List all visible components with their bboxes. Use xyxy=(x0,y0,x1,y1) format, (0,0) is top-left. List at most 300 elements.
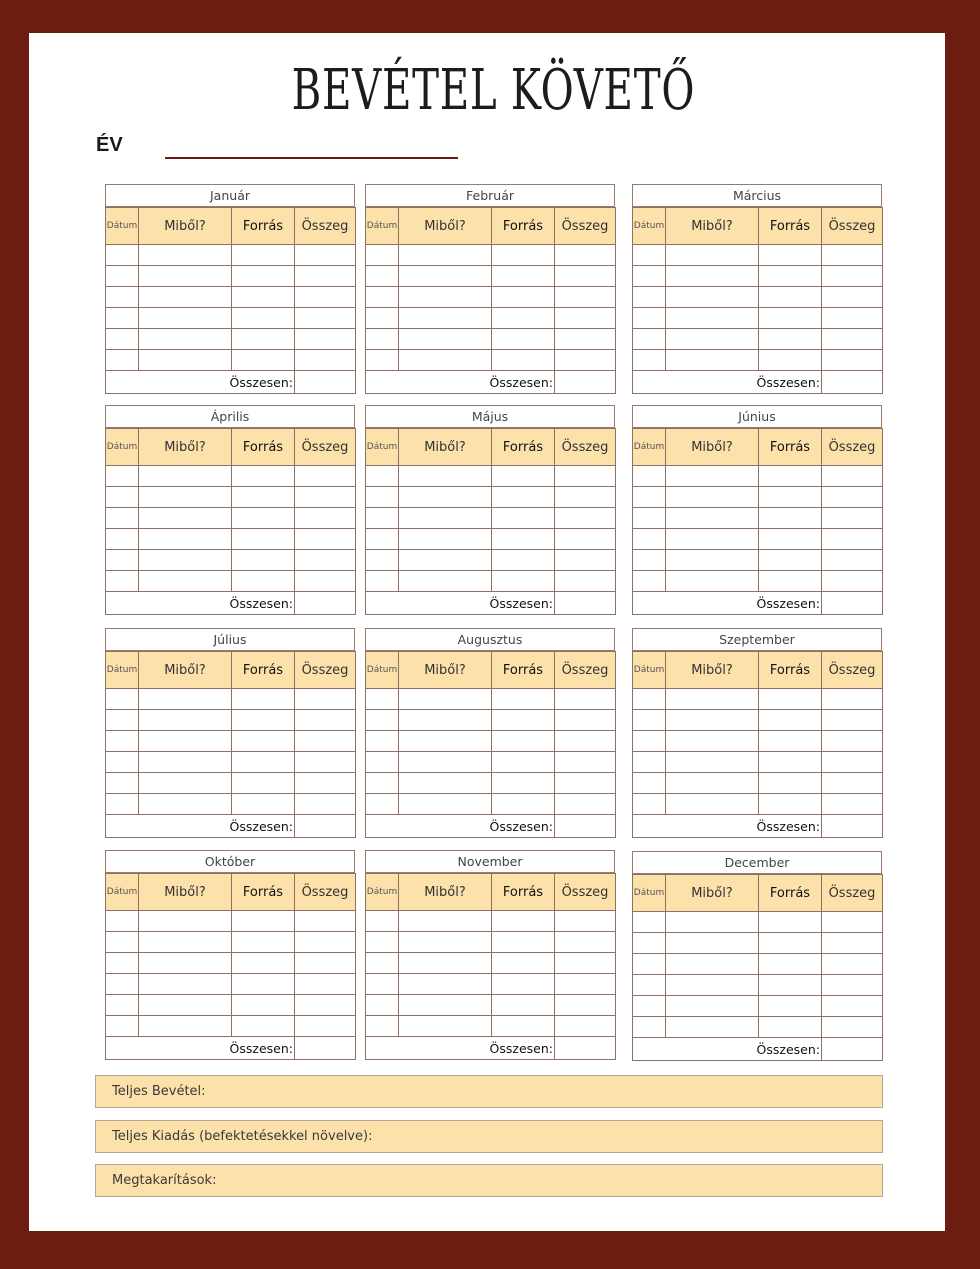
entry-cell[interactable] xyxy=(366,466,399,487)
entry-cell[interactable] xyxy=(759,752,822,773)
entry-cell[interactable] xyxy=(759,975,822,996)
entry-cell[interactable] xyxy=(106,508,139,529)
entry-cell[interactable] xyxy=(139,773,232,794)
entry-cell[interactable] xyxy=(666,710,759,731)
entry-cell[interactable] xyxy=(295,466,356,487)
entry-cell[interactable] xyxy=(633,752,666,773)
entry-cell[interactable] xyxy=(492,245,555,266)
entry-cell[interactable] xyxy=(106,329,139,350)
entry-cell[interactable] xyxy=(106,466,139,487)
entry-cell[interactable] xyxy=(399,689,492,710)
entry-cell[interactable] xyxy=(822,550,883,571)
entry-cell[interactable] xyxy=(633,508,666,529)
entry-cell[interactable] xyxy=(295,550,356,571)
entry-cell[interactable] xyxy=(822,466,883,487)
entry-cell[interactable] xyxy=(555,932,616,953)
entry-cell[interactable] xyxy=(139,308,232,329)
entry-cell[interactable] xyxy=(492,794,555,815)
entry-cell[interactable] xyxy=(492,550,555,571)
entry-cell[interactable] xyxy=(633,773,666,794)
entry-cell[interactable] xyxy=(106,350,139,371)
entry-cell[interactable] xyxy=(822,773,883,794)
entry-cell[interactable] xyxy=(666,794,759,815)
entry-cell[interactable] xyxy=(633,329,666,350)
entry-cell[interactable] xyxy=(822,752,883,773)
entry-cell[interactable] xyxy=(295,308,356,329)
entry-cell[interactable] xyxy=(492,953,555,974)
entry-cell[interactable] xyxy=(666,912,759,933)
entry-cell[interactable] xyxy=(295,350,356,371)
entry-cell[interactable] xyxy=(399,752,492,773)
entry-cell[interactable] xyxy=(759,287,822,308)
entry-cell[interactable] xyxy=(399,731,492,752)
entry-cell[interactable] xyxy=(295,266,356,287)
total-value-cell[interactable] xyxy=(822,1038,883,1061)
entry-cell[interactable] xyxy=(106,550,139,571)
entry-cell[interactable] xyxy=(139,350,232,371)
entry-cell[interactable] xyxy=(492,773,555,794)
entry-cell[interactable] xyxy=(232,529,295,550)
entry-cell[interactable] xyxy=(822,308,883,329)
entry-cell[interactable] xyxy=(366,266,399,287)
entry-cell[interactable] xyxy=(555,752,616,773)
entry-cell[interactable] xyxy=(366,731,399,752)
entry-cell[interactable] xyxy=(232,329,295,350)
entry-cell[interactable] xyxy=(399,710,492,731)
entry-cell[interactable] xyxy=(106,487,139,508)
entry-cell[interactable] xyxy=(492,995,555,1016)
entry-cell[interactable] xyxy=(106,752,139,773)
entry-cell[interactable] xyxy=(633,550,666,571)
entry-cell[interactable] xyxy=(555,287,616,308)
entry-cell[interactable] xyxy=(106,794,139,815)
entry-cell[interactable] xyxy=(232,710,295,731)
entry-cell[interactable] xyxy=(106,571,139,592)
entry-cell[interactable] xyxy=(666,287,759,308)
entry-cell[interactable] xyxy=(555,974,616,995)
entry-cell[interactable] xyxy=(139,266,232,287)
entry-cell[interactable] xyxy=(295,911,356,932)
entry-cell[interactable] xyxy=(295,689,356,710)
entry-cell[interactable] xyxy=(759,1017,822,1038)
entry-cell[interactable] xyxy=(366,932,399,953)
entry-cell[interactable] xyxy=(666,933,759,954)
entry-cell[interactable] xyxy=(666,752,759,773)
entry-cell[interactable] xyxy=(555,466,616,487)
entry-cell[interactable] xyxy=(822,508,883,529)
entry-cell[interactable] xyxy=(399,350,492,371)
entry-cell[interactable] xyxy=(399,466,492,487)
entry-cell[interactable] xyxy=(106,932,139,953)
entry-cell[interactable] xyxy=(633,308,666,329)
entry-cell[interactable] xyxy=(492,508,555,529)
entry-cell[interactable] xyxy=(295,245,356,266)
entry-cell[interactable] xyxy=(555,329,616,350)
entry-cell[interactable] xyxy=(759,710,822,731)
entry-cell[interactable] xyxy=(232,794,295,815)
entry-cell[interactable] xyxy=(492,1016,555,1037)
entry-cell[interactable] xyxy=(366,710,399,731)
entry-cell[interactable] xyxy=(399,308,492,329)
entry-cell[interactable] xyxy=(555,350,616,371)
entry-cell[interactable] xyxy=(666,350,759,371)
entry-cell[interactable] xyxy=(633,689,666,710)
entry-cell[interactable] xyxy=(759,954,822,975)
entry-cell[interactable] xyxy=(666,308,759,329)
entry-cell[interactable] xyxy=(666,571,759,592)
entry-cell[interactable] xyxy=(822,1017,883,1038)
entry-cell[interactable] xyxy=(295,953,356,974)
entry-cell[interactable] xyxy=(633,466,666,487)
entry-cell[interactable] xyxy=(366,508,399,529)
entry-cell[interactable] xyxy=(555,731,616,752)
entry-cell[interactable] xyxy=(666,1017,759,1038)
entry-cell[interactable] xyxy=(106,731,139,752)
entry-cell[interactable] xyxy=(555,308,616,329)
entry-cell[interactable] xyxy=(492,571,555,592)
entry-cell[interactable] xyxy=(633,731,666,752)
entry-cell[interactable] xyxy=(822,266,883,287)
entry-cell[interactable] xyxy=(492,529,555,550)
entry-cell[interactable] xyxy=(759,508,822,529)
entry-cell[interactable] xyxy=(366,550,399,571)
entry-cell[interactable] xyxy=(139,974,232,995)
entry-cell[interactable] xyxy=(822,529,883,550)
entry-cell[interactable] xyxy=(759,550,822,571)
entry-cell[interactable] xyxy=(232,974,295,995)
entry-cell[interactable] xyxy=(139,710,232,731)
entry-cell[interactable] xyxy=(232,487,295,508)
entry-cell[interactable] xyxy=(366,308,399,329)
entry-cell[interactable] xyxy=(399,1016,492,1037)
entry-cell[interactable] xyxy=(759,794,822,815)
entry-cell[interactable] xyxy=(759,266,822,287)
entry-cell[interactable] xyxy=(139,932,232,953)
entry-cell[interactable] xyxy=(633,350,666,371)
entry-cell[interactable] xyxy=(822,954,883,975)
entry-cell[interactable] xyxy=(822,245,883,266)
entry-cell[interactable] xyxy=(492,466,555,487)
entry-cell[interactable] xyxy=(666,954,759,975)
entry-cell[interactable] xyxy=(139,529,232,550)
entry-cell[interactable] xyxy=(399,329,492,350)
entry-cell[interactable] xyxy=(106,1016,139,1037)
entry-cell[interactable] xyxy=(822,731,883,752)
entry-cell[interactable] xyxy=(492,731,555,752)
entry-cell[interactable] xyxy=(366,995,399,1016)
entry-cell[interactable] xyxy=(106,689,139,710)
entry-cell[interactable] xyxy=(106,911,139,932)
entry-cell[interactable] xyxy=(666,508,759,529)
entry-cell[interactable] xyxy=(366,529,399,550)
entry-cell[interactable] xyxy=(555,245,616,266)
entry-cell[interactable] xyxy=(633,487,666,508)
entry-cell[interactable] xyxy=(492,932,555,953)
entry-cell[interactable] xyxy=(666,245,759,266)
entry-cell[interactable] xyxy=(295,487,356,508)
entry-cell[interactable] xyxy=(555,487,616,508)
total-value-cell[interactable] xyxy=(555,1037,616,1060)
entry-cell[interactable] xyxy=(555,953,616,974)
entry-cell[interactable] xyxy=(139,794,232,815)
entry-cell[interactable] xyxy=(492,266,555,287)
entry-cell[interactable] xyxy=(139,550,232,571)
entry-cell[interactable] xyxy=(139,731,232,752)
entry-cell[interactable] xyxy=(366,287,399,308)
entry-cell[interactable] xyxy=(139,911,232,932)
entry-cell[interactable] xyxy=(555,911,616,932)
entry-cell[interactable] xyxy=(106,974,139,995)
entry-cell[interactable] xyxy=(106,529,139,550)
entry-cell[interactable] xyxy=(492,350,555,371)
entry-cell[interactable] xyxy=(633,933,666,954)
total-value-cell[interactable] xyxy=(295,815,356,838)
entry-cell[interactable] xyxy=(232,752,295,773)
entry-cell[interactable] xyxy=(666,550,759,571)
entry-cell[interactable] xyxy=(139,508,232,529)
entry-cell[interactable] xyxy=(492,752,555,773)
entry-cell[interactable] xyxy=(399,932,492,953)
entry-cell[interactable] xyxy=(759,466,822,487)
entry-cell[interactable] xyxy=(822,571,883,592)
entry-cell[interactable] xyxy=(232,995,295,1016)
entry-cell[interactable] xyxy=(555,773,616,794)
entry-cell[interactable] xyxy=(232,689,295,710)
total-value-cell[interactable] xyxy=(555,592,616,615)
entry-cell[interactable] xyxy=(759,245,822,266)
entry-cell[interactable] xyxy=(555,508,616,529)
entry-cell[interactable] xyxy=(139,245,232,266)
entry-cell[interactable] xyxy=(492,287,555,308)
entry-cell[interactable] xyxy=(822,933,883,954)
entry-cell[interactable] xyxy=(399,508,492,529)
entry-cell[interactable] xyxy=(399,287,492,308)
entry-cell[interactable] xyxy=(399,550,492,571)
entry-cell[interactable] xyxy=(232,550,295,571)
entry-cell[interactable] xyxy=(295,731,356,752)
total-value-cell[interactable] xyxy=(555,371,616,394)
entry-cell[interactable] xyxy=(106,308,139,329)
total-value-cell[interactable] xyxy=(822,592,883,615)
entry-cell[interactable] xyxy=(232,245,295,266)
entry-cell[interactable] xyxy=(759,912,822,933)
entry-cell[interactable] xyxy=(633,996,666,1017)
entry-cell[interactable] xyxy=(295,794,356,815)
savings-field[interactable] xyxy=(95,1164,883,1197)
entry-cell[interactable] xyxy=(366,329,399,350)
entry-cell[interactable] xyxy=(366,974,399,995)
entry-cell[interactable] xyxy=(399,245,492,266)
entry-cell[interactable] xyxy=(232,911,295,932)
entry-cell[interactable] xyxy=(232,571,295,592)
entry-cell[interactable] xyxy=(555,995,616,1016)
entry-cell[interactable] xyxy=(759,933,822,954)
entry-cell[interactable] xyxy=(232,932,295,953)
entry-cell[interactable] xyxy=(666,529,759,550)
entry-cell[interactable] xyxy=(366,350,399,371)
entry-cell[interactable] xyxy=(366,773,399,794)
entry-cell[interactable] xyxy=(666,996,759,1017)
entry-cell[interactable] xyxy=(295,710,356,731)
entry-cell[interactable] xyxy=(106,245,139,266)
entry-cell[interactable] xyxy=(139,752,232,773)
entry-cell[interactable] xyxy=(139,953,232,974)
entry-cell[interactable] xyxy=(295,508,356,529)
entry-cell[interactable] xyxy=(633,794,666,815)
entry-cell[interactable] xyxy=(106,995,139,1016)
entry-cell[interactable] xyxy=(633,571,666,592)
entry-cell[interactable] xyxy=(366,752,399,773)
entry-cell[interactable] xyxy=(555,550,616,571)
entry-cell[interactable] xyxy=(555,1016,616,1037)
entry-cell[interactable] xyxy=(822,329,883,350)
entry-cell[interactable] xyxy=(139,689,232,710)
entry-cell[interactable] xyxy=(822,487,883,508)
entry-cell[interactable] xyxy=(399,995,492,1016)
entry-cell[interactable] xyxy=(666,975,759,996)
entry-cell[interactable] xyxy=(666,329,759,350)
entry-cell[interactable] xyxy=(139,287,232,308)
entry-cell[interactable] xyxy=(399,953,492,974)
entry-cell[interactable] xyxy=(822,794,883,815)
entry-cell[interactable] xyxy=(295,1016,356,1037)
entry-cell[interactable] xyxy=(232,773,295,794)
entry-cell[interactable] xyxy=(492,689,555,710)
entry-cell[interactable] xyxy=(822,287,883,308)
entry-cell[interactable] xyxy=(232,508,295,529)
entry-cell[interactable] xyxy=(759,689,822,710)
entry-cell[interactable] xyxy=(139,995,232,1016)
entry-cell[interactable] xyxy=(492,329,555,350)
entry-cell[interactable] xyxy=(232,953,295,974)
entry-cell[interactable] xyxy=(232,287,295,308)
entry-cell[interactable] xyxy=(106,773,139,794)
entry-cell[interactable] xyxy=(492,911,555,932)
entry-cell[interactable] xyxy=(666,466,759,487)
entry-cell[interactable] xyxy=(366,689,399,710)
entry-cell[interactable] xyxy=(106,266,139,287)
entry-cell[interactable] xyxy=(232,266,295,287)
entry-cell[interactable] xyxy=(555,571,616,592)
entry-cell[interactable] xyxy=(633,529,666,550)
entry-cell[interactable] xyxy=(633,266,666,287)
entry-cell[interactable] xyxy=(232,308,295,329)
entry-cell[interactable] xyxy=(822,912,883,933)
entry-cell[interactable] xyxy=(295,529,356,550)
entry-cell[interactable] xyxy=(633,245,666,266)
total-value-cell[interactable] xyxy=(822,371,883,394)
entry-cell[interactable] xyxy=(232,731,295,752)
entry-cell[interactable] xyxy=(666,689,759,710)
entry-cell[interactable] xyxy=(399,487,492,508)
entry-cell[interactable] xyxy=(366,245,399,266)
entry-cell[interactable] xyxy=(399,266,492,287)
entry-cell[interactable] xyxy=(633,1017,666,1038)
total-value-cell[interactable] xyxy=(295,1037,356,1060)
entry-cell[interactable] xyxy=(232,350,295,371)
entry-cell[interactable] xyxy=(492,974,555,995)
entry-cell[interactable] xyxy=(822,689,883,710)
entry-cell[interactable] xyxy=(366,794,399,815)
total-value-cell[interactable] xyxy=(295,592,356,615)
entry-cell[interactable] xyxy=(759,731,822,752)
entry-cell[interactable] xyxy=(822,350,883,371)
entry-cell[interactable] xyxy=(492,487,555,508)
entry-cell[interactable] xyxy=(295,287,356,308)
entry-cell[interactable] xyxy=(139,1016,232,1037)
entry-cell[interactable] xyxy=(759,529,822,550)
entry-cell[interactable] xyxy=(492,710,555,731)
entry-cell[interactable] xyxy=(399,911,492,932)
entry-cell[interactable] xyxy=(139,466,232,487)
entry-cell[interactable] xyxy=(139,571,232,592)
entry-cell[interactable] xyxy=(555,266,616,287)
entry-cell[interactable] xyxy=(633,912,666,933)
entry-cell[interactable] xyxy=(666,266,759,287)
entry-cell[interactable] xyxy=(633,954,666,975)
entry-cell[interactable] xyxy=(555,710,616,731)
entry-cell[interactable] xyxy=(366,571,399,592)
year-input-line[interactable] xyxy=(165,157,458,159)
entry-cell[interactable] xyxy=(139,329,232,350)
entry-cell[interactable] xyxy=(295,752,356,773)
entry-cell[interactable] xyxy=(399,529,492,550)
entry-cell[interactable] xyxy=(295,932,356,953)
entry-cell[interactable] xyxy=(555,794,616,815)
entry-cell[interactable] xyxy=(822,996,883,1017)
total-value-cell[interactable] xyxy=(295,371,356,394)
entry-cell[interactable] xyxy=(295,995,356,1016)
entry-cell[interactable] xyxy=(366,911,399,932)
total-value-cell[interactable] xyxy=(822,815,883,838)
entry-cell[interactable] xyxy=(633,975,666,996)
entry-cell[interactable] xyxy=(106,953,139,974)
entry-cell[interactable] xyxy=(492,308,555,329)
entry-cell[interactable] xyxy=(399,571,492,592)
entry-cell[interactable] xyxy=(295,974,356,995)
total-value-cell[interactable] xyxy=(555,815,616,838)
entry-cell[interactable] xyxy=(555,529,616,550)
entry-cell[interactable] xyxy=(366,953,399,974)
entry-cell[interactable] xyxy=(295,773,356,794)
entry-cell[interactable] xyxy=(759,571,822,592)
total-expense-field[interactable] xyxy=(95,1120,883,1153)
entry-cell[interactable] xyxy=(666,487,759,508)
entry-cell[interactable] xyxy=(759,487,822,508)
entry-cell[interactable] xyxy=(232,466,295,487)
entry-cell[interactable] xyxy=(759,773,822,794)
entry-cell[interactable] xyxy=(759,350,822,371)
entry-cell[interactable] xyxy=(295,329,356,350)
entry-cell[interactable] xyxy=(399,794,492,815)
entry-cell[interactable] xyxy=(822,975,883,996)
entry-cell[interactable] xyxy=(822,710,883,731)
entry-cell[interactable] xyxy=(666,773,759,794)
entry-cell[interactable] xyxy=(366,487,399,508)
entry-cell[interactable] xyxy=(106,710,139,731)
entry-cell[interactable] xyxy=(366,1016,399,1037)
entry-cell[interactable] xyxy=(106,287,139,308)
total-income-field[interactable] xyxy=(95,1075,883,1108)
entry-cell[interactable] xyxy=(399,974,492,995)
entry-cell[interactable] xyxy=(555,689,616,710)
entry-cell[interactable] xyxy=(399,773,492,794)
entry-cell[interactable] xyxy=(232,1016,295,1037)
entry-cell[interactable] xyxy=(666,731,759,752)
entry-cell[interactable] xyxy=(139,487,232,508)
entry-cell[interactable] xyxy=(295,571,356,592)
entry-cell[interactable] xyxy=(759,996,822,1017)
